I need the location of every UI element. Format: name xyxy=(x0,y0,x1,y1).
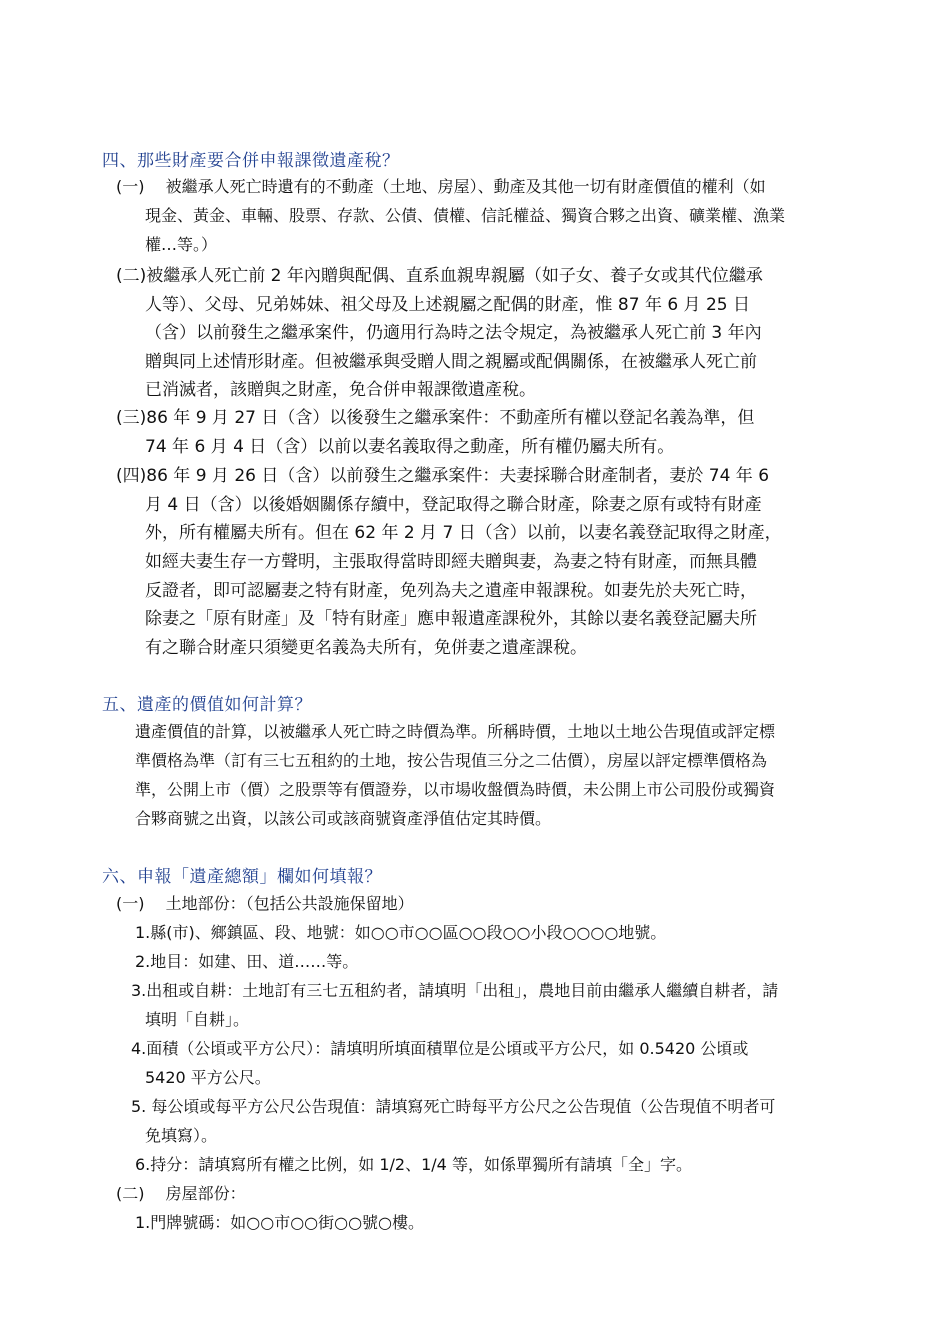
section-5-line: 準，公開上市（價）之股票等有價證券，以市場收盤價為時價，未公開上市公司股份或獨資 xyxy=(135,780,776,799)
section-4-line: (四)86 年 9 月 26 日（含）以前發生之繼承案件：夫妻採聯合財產制者，妻於 74 年 6 xyxy=(116,466,770,486)
section-6-heading: 六、申報「遺產總額」欄如何填報？ xyxy=(102,867,382,887)
section-6-line: 6.持分：請填寫所有權之比例，如 1/2、1/4 等，如係單獨所有請填「全」字。 xyxy=(135,1155,692,1174)
section-6-line: 免填寫）。 xyxy=(145,1126,218,1145)
section-6-line: (一) 土地部份：（包括公共設施保留地） xyxy=(116,894,414,913)
section-4-line: （含）以前發生之繼承案件，仍適用行為時之法令規定，為被繼承人死亡前 3 年內 xyxy=(145,323,762,343)
section-5-line: 準價格為準（訂有三七五租約的土地，按公告現值三分之二估價），房屋以評定標準價格為 xyxy=(135,751,768,770)
section-5-heading: 五、遺產的價值如何計算？ xyxy=(102,695,312,715)
section-4-heading: 四、那些財產要合併申報課徵遺產稅？ xyxy=(102,151,400,171)
section-4-line: 人等）、父母、兄弟姊妹、祖父母及上述親屬之配偶的財產，惟 87 年 6 月 25 日 xyxy=(145,295,751,315)
section-4-line: 外，所有權屬夫所有。但在 62 年 2 月 7 日（含）以前，以妻名義登記取得之財產， xyxy=(145,523,782,543)
section-4-line: (一) 被繼承人死亡時遺有的不動產（土地、房屋）、動產及其他一切有財產價值的權利（如 xyxy=(116,177,766,196)
section-4-line: (三)86 年 9 月 27 日（含）以後發生之繼承案件：不動產所有權以登記名義為準，但 xyxy=(116,408,755,428)
section-6-line: (二) 房屋部份： xyxy=(116,1184,246,1203)
section-4-line: 權…等。） xyxy=(145,235,218,254)
section-6-line: 填明「自耕」。 xyxy=(145,1010,250,1029)
section-4-line: 74 年 6 月 4 日（含）以前以妻名義取得之動產，所有權仍屬夫所有。 xyxy=(145,437,675,457)
section-6-line: 5. 每公頃或每平方公尺公告現值：請填寫死亡時每平方公尺之公告現值（公告現值不明者可 xyxy=(131,1097,776,1116)
section-6-line: 5420 平方公尺。 xyxy=(145,1068,271,1087)
section-6-line: 1.縣(市)、鄉鎮區、段、地號：如○○市○○區○○段○○小段○○○○地號。 xyxy=(135,923,667,942)
section-4-line: 有之聯合財產只須變更名義為夫所有，免併妻之遺產課稅。 xyxy=(145,638,587,658)
section-5-line: 遺產價值的計算，以被繼承人死亡時之時價為準。所稱時價，土地以土地公告現值或評定標 xyxy=(135,722,776,741)
section-4-line: 反證者，即可認屬妻之特有財產，免列為夫之遺產申報課稅。如妻先於夫死亡時， xyxy=(145,581,757,601)
section-4-line: 除妻之「原有財產」及「特有財產」應申報遺產課稅外，其餘以妻名義登記屬夫所 xyxy=(145,609,757,629)
section-4-line: 月 4 日（含）以後婚姻關係存續中，登記取得之聯合財產，除妻之原有或特有財產 xyxy=(145,495,762,515)
section-5-line: 合夥商號之出資，以該公司或該商號資產淨值估定其時價。 xyxy=(135,809,552,828)
section-6-line: 2.地目：如建、田、道……等。 xyxy=(135,952,359,971)
section-4-line: (二)被繼承人死亡前 2 年內贈與配偶、直系血親卑親屬（如子女、養子女或其代位繼承 xyxy=(116,266,763,286)
section-6-line: 4.面積（公頃或平方公尺）：請填明所填面積單位是公頃或平方公尺，如 0.5420 公頃或 xyxy=(131,1039,749,1058)
section-4-line: 贈與同上述情形財產。但被繼承與受贈人間之親屬或配偶關係，在被繼承人死亡前 xyxy=(145,352,757,372)
section-4-line: 如經夫妻生存一方聲明，主張取得當時即經夫贈與妻，為妻之特有財產，而無具體 xyxy=(145,552,757,572)
section-4-line: 已消滅者，該贈與之財產，免合併申報課徵遺產稅。 xyxy=(145,380,536,400)
section-6-line: 3.出租或自耕：土地訂有三七五租約者，請填明「出租」，農地目前由繼承人繼續自耕者，請 xyxy=(131,981,779,1000)
section-4-line: 現金、黃金、車輛、股票、存款、公債、債權、信託權益、獨資合夥之出資、礦業權、漁業 xyxy=(145,206,786,225)
section-6-line: 1.門牌號碼：如○○市○○街○○號○樓。 xyxy=(135,1213,424,1232)
